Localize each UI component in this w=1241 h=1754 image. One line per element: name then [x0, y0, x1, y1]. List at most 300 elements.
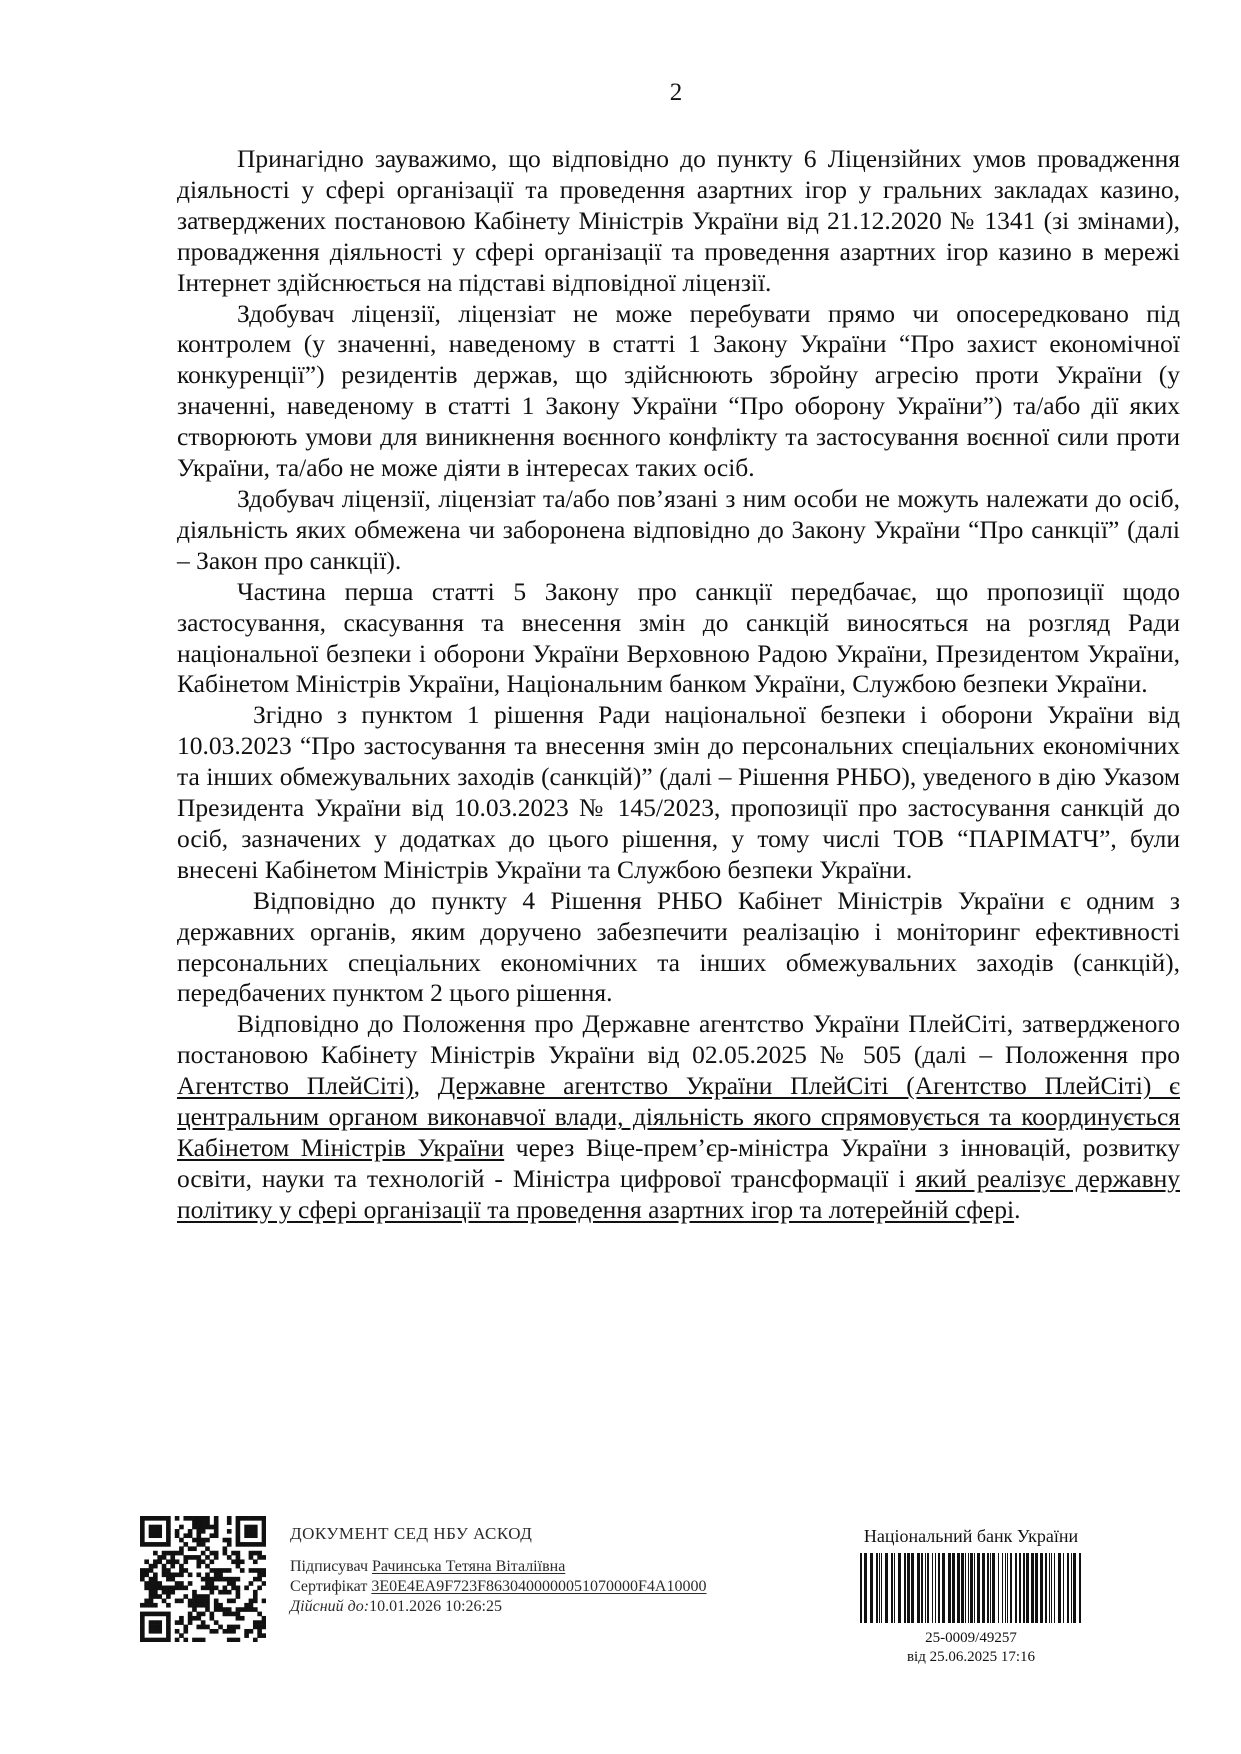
qr-module: [149, 1568, 154, 1573]
qr-module: [257, 1586, 262, 1591]
qr-module: [214, 1555, 219, 1560]
qr-module: [236, 1533, 241, 1538]
qr-module: [183, 1533, 188, 1538]
qr-module: [253, 1551, 258, 1556]
qr-module: [175, 1599, 180, 1604]
qr-module: [236, 1616, 241, 1621]
qr-module: [166, 1568, 171, 1573]
paragraph-text: Принагідно зауважимо, що відповідно до пункту 6 Ліцензійних умов провадження діяльності у сфері організації та проведення азартних ігор у гральних закладах казино, затверджених постановою Кабінету Міністрів України від 21.12.2020 № 1341 (зі змінами), провадження діяльності у сфері організації та проведення азартних ігор казино в мережі Інтернет здійснюється на підставі відповідної ліцензії.: [177, 144, 1180, 297]
qr-module: [183, 1559, 188, 1564]
qr-module: [175, 1620, 180, 1625]
qr-module: [140, 1625, 145, 1630]
barcode-bar: [965, 1553, 966, 1623]
qr-module: [196, 1594, 201, 1599]
qr-module: [179, 1538, 184, 1543]
qr-module: [201, 1594, 206, 1599]
qr-module: [201, 1625, 206, 1630]
qr-module: [262, 1529, 266, 1534]
qr-module: [179, 1633, 184, 1638]
qr-module: [192, 1603, 197, 1608]
qr-module: [140, 1616, 145, 1621]
qr-module: [153, 1590, 158, 1595]
qr-module: [244, 1533, 249, 1538]
qr-module: [253, 1516, 258, 1521]
qr-module: [175, 1533, 180, 1538]
qr-module: [205, 1555, 210, 1560]
qr-module: [236, 1520, 241, 1525]
qr-module: [144, 1603, 149, 1608]
qr-module: [149, 1564, 154, 1569]
barcode-bar: [881, 1553, 882, 1623]
barcode-bar: [952, 1553, 955, 1623]
barcode-bar: [911, 1553, 914, 1623]
signature-stamp: [290, 1523, 810, 1617]
qr-module: [227, 1612, 232, 1617]
qr-module: [218, 1572, 223, 1577]
qr-module: [192, 1525, 197, 1530]
qr-module: [153, 1564, 158, 1569]
barcode-bar: [1007, 1553, 1008, 1623]
qr-module: [210, 1551, 215, 1556]
qr-module: [140, 1603, 145, 1608]
qr-module: [196, 1616, 201, 1621]
qr-module: [140, 1633, 145, 1638]
qr-module: [153, 1638, 158, 1642]
barcode-bar: [1040, 1553, 1043, 1623]
qr-module: [162, 1564, 167, 1569]
qr-module: [166, 1529, 171, 1534]
qr-module: [240, 1516, 245, 1521]
qr-module: [166, 1633, 171, 1638]
qr-module: [205, 1564, 210, 1569]
qr-module: [175, 1529, 180, 1534]
qr-module: [253, 1590, 258, 1595]
qr-module: [210, 1586, 215, 1591]
qr-module: [144, 1568, 149, 1573]
qr-module: [149, 1542, 154, 1547]
qr-module: [140, 1577, 145, 1582]
qr-module: [257, 1612, 262, 1617]
qr-module: [218, 1603, 223, 1608]
qr-module: [175, 1586, 180, 1591]
qr-module: [149, 1638, 154, 1642]
qr-module: [166, 1616, 171, 1621]
qr-module: [149, 1612, 154, 1617]
qr-module: [170, 1564, 175, 1569]
qr-module: [201, 1638, 206, 1642]
qr-module: [196, 1559, 201, 1564]
qr-module: [166, 1516, 171, 1521]
qr-module: [244, 1529, 249, 1534]
qr-module: [192, 1546, 197, 1551]
qr-module: [223, 1546, 228, 1551]
qr-module: [262, 1555, 266, 1560]
qr-module: [210, 1629, 215, 1634]
qr-module: [153, 1629, 158, 1634]
qr-module: [140, 1525, 145, 1530]
qr-module: [231, 1638, 236, 1642]
qr-module: [240, 1542, 245, 1547]
barcode-bar: [987, 1553, 989, 1623]
qr-module: [214, 1629, 219, 1634]
barcode-bar: [1063, 1553, 1064, 1623]
barcode-bar: [974, 1553, 975, 1623]
qr-module: [214, 1572, 219, 1577]
qr-module: [210, 1590, 215, 1595]
qr-module: [166, 1538, 171, 1543]
qr-module: [153, 1572, 158, 1577]
qr-module: [236, 1590, 241, 1595]
qr-module: [179, 1581, 184, 1586]
qr-module: [236, 1542, 241, 1547]
barcode-bar: [1051, 1553, 1052, 1623]
qr-module: [205, 1520, 210, 1525]
qr-module: [257, 1620, 262, 1625]
qr-module: [192, 1538, 197, 1543]
qr-module: [244, 1629, 249, 1634]
qr-module: [210, 1616, 215, 1621]
qr-module: [149, 1516, 154, 1521]
qr-module: [257, 1516, 262, 1521]
qr-module: [218, 1625, 223, 1630]
qr-module: [179, 1586, 184, 1591]
qr-module: [231, 1581, 236, 1586]
qr-module: [253, 1525, 258, 1530]
qr-module: [214, 1620, 219, 1625]
qr-module: [249, 1599, 254, 1604]
barcode-bar: [879, 1553, 880, 1623]
barcode-bar: [894, 1553, 895, 1623]
qr-module: [166, 1525, 171, 1530]
qr-module: [253, 1620, 258, 1625]
qr-module: [253, 1607, 258, 1612]
qr-module: [240, 1568, 245, 1573]
qr-module: [262, 1581, 266, 1586]
qr-module: [196, 1572, 201, 1577]
qr-module: [140, 1516, 145, 1521]
barcode-bar: [935, 1553, 936, 1623]
qr-module: [236, 1594, 241, 1599]
qr-module: [140, 1568, 145, 1573]
paragraph-text: Відповідно до пункту 4 Рішення РНБО Кабінет Міністрів України є одним з державних органів, яким доручено забезпечити реалізацію і моніторинг ефективності персональних спеціальних економічних та інших обмежувальних заходів (санкцій), передбачених пунктом 2 цього рішення.: [177, 885, 1180, 1008]
qr-module: [192, 1555, 197, 1560]
barcode-bar: [1079, 1553, 1081, 1623]
qr-module: [257, 1568, 262, 1573]
qr-module: [262, 1516, 266, 1521]
qr-module: [236, 1516, 241, 1521]
qr-module: [157, 1529, 162, 1534]
qr-module: [170, 1555, 175, 1560]
signer-line: [290, 1557, 810, 1577]
qr-module: [188, 1555, 193, 1560]
qr-module: [205, 1586, 210, 1591]
barcode-bar: [870, 1553, 873, 1623]
qr-module: [157, 1525, 162, 1530]
qr-module: [249, 1533, 254, 1538]
qr-module: [192, 1594, 197, 1599]
qr-module: [227, 1590, 232, 1595]
qr-module: [157, 1620, 162, 1625]
qr-module: [223, 1551, 228, 1556]
qr-module: [244, 1633, 249, 1638]
qr-module: [144, 1581, 149, 1586]
qr-module: [153, 1529, 158, 1534]
barcode-bar: [982, 1553, 985, 1623]
qr-module: [253, 1577, 258, 1582]
qr-module: [244, 1525, 249, 1530]
qr-module: [249, 1516, 254, 1521]
barcode-bar: [957, 1553, 960, 1623]
qr-module: [214, 1603, 219, 1608]
qr-module: [149, 1533, 154, 1538]
qr-module: [249, 1607, 254, 1612]
qr-module: [253, 1533, 258, 1538]
qr-module: [140, 1542, 145, 1547]
qr-module: [231, 1551, 236, 1556]
qr-module: [162, 1638, 167, 1642]
qr-module: [253, 1542, 258, 1547]
qr-module: [249, 1568, 254, 1573]
barcode-bar: [907, 1553, 910, 1623]
qr-module: [227, 1542, 232, 1547]
qr-module: [175, 1638, 180, 1642]
qr-module: [231, 1599, 236, 1604]
qr-module: [196, 1564, 201, 1569]
qr-module: [214, 1599, 219, 1604]
barcode-bar: [891, 1553, 893, 1623]
qr-module: [162, 1516, 167, 1521]
qr-module: [166, 1572, 171, 1577]
barcode-bar: [948, 1553, 951, 1623]
qr-module: [162, 1555, 167, 1560]
qr-module: [183, 1625, 188, 1630]
qr-module: [157, 1625, 162, 1630]
barcode-bar: [998, 1553, 999, 1623]
qr-module: [140, 1629, 145, 1634]
qr-module: [166, 1590, 171, 1595]
qr-module: [257, 1551, 262, 1556]
qr-module: [236, 1525, 241, 1530]
qr-module: [236, 1612, 241, 1617]
registration-number: 25-0009/49257: [925, 1630, 1017, 1646]
paragraph-text: .: [1014, 1194, 1021, 1224]
barcode-bar: [1067, 1553, 1069, 1623]
qr-module: [183, 1555, 188, 1560]
qr-module: [196, 1529, 201, 1534]
underlined-text: Агентство ПлейСіті): [177, 1071, 414, 1101]
qr-module: [210, 1577, 215, 1582]
qr-module: [227, 1555, 232, 1560]
qr-module: [170, 1577, 175, 1582]
barcode-bar: [885, 1553, 888, 1623]
qr-module: [179, 1551, 184, 1556]
qr-module: [149, 1590, 154, 1595]
qr-module: [192, 1599, 197, 1604]
qr-module: [183, 1638, 188, 1642]
qr-module: [192, 1516, 197, 1521]
qr-module: [188, 1612, 193, 1617]
barcode-bar: [968, 1553, 969, 1623]
qr-module: [253, 1529, 258, 1534]
barcode-bar: [942, 1553, 945, 1623]
qr-module: [144, 1638, 149, 1642]
barcode-bar: [1019, 1553, 1021, 1623]
qr-module: [249, 1542, 254, 1547]
qr-module: [231, 1559, 236, 1564]
qr-module: [201, 1599, 206, 1604]
barcode-bar: [1010, 1553, 1012, 1623]
qr-module: [153, 1594, 158, 1599]
qr-module: [231, 1612, 236, 1617]
qr-module: [227, 1577, 232, 1582]
qr-module: [149, 1594, 154, 1599]
qr-module: [201, 1520, 206, 1525]
qr-module: [196, 1555, 201, 1560]
qr-module: [236, 1638, 241, 1642]
qr-module: [166, 1586, 171, 1591]
barcode-bar: [864, 1553, 867, 1623]
qr-module: [157, 1629, 162, 1634]
qr-module: [188, 1603, 193, 1608]
qr-module: [166, 1594, 171, 1599]
qr-module: [249, 1581, 254, 1586]
qr-module: [153, 1542, 158, 1547]
qr-module: [257, 1625, 262, 1630]
qr-module: [262, 1533, 266, 1538]
qr-module: [205, 1525, 210, 1530]
qr-module: [196, 1625, 201, 1630]
certificate-value: 3E0E4EA9F723F8630400000051070000F4A10000: [371, 1578, 707, 1595]
qr-module: [223, 1612, 228, 1617]
qr-module: [144, 1572, 149, 1577]
qr-module: [140, 1520, 145, 1525]
qr-module: [262, 1599, 266, 1604]
barcode-bar: [990, 1553, 991, 1623]
qr-module: [227, 1599, 232, 1604]
qr-module: [249, 1551, 254, 1556]
qr-module: [149, 1629, 154, 1634]
qr-module: [236, 1529, 241, 1534]
qr-module: [205, 1607, 210, 1612]
qr-module: [201, 1586, 206, 1591]
qr-module: [153, 1577, 158, 1582]
qr-module: [262, 1616, 266, 1621]
qr-module: [223, 1577, 228, 1582]
qr-module: [188, 1620, 193, 1625]
qr-module: [162, 1586, 167, 1591]
qr-module: [149, 1586, 154, 1591]
qr-module: [153, 1625, 158, 1630]
qr-module: [231, 1586, 236, 1591]
qr-module: [196, 1599, 201, 1604]
qr-module: [157, 1516, 162, 1521]
qr-module: [244, 1603, 249, 1608]
qr-module: [144, 1516, 149, 1521]
qr-module: [166, 1638, 171, 1642]
qr-module: [179, 1572, 184, 1577]
qr-module: [179, 1599, 184, 1604]
qr-module: [262, 1572, 266, 1577]
qr-module: [262, 1568, 266, 1573]
qr-module: [253, 1638, 258, 1642]
qr-module: [153, 1559, 158, 1564]
qr-module: [192, 1607, 197, 1612]
qr-module: [170, 1559, 175, 1564]
qr-module: [201, 1620, 206, 1625]
qr-module: [153, 1612, 158, 1617]
valid-label: Дійсний до:: [290, 1598, 370, 1615]
barcode-bar: [860, 1553, 862, 1623]
qr-module: [218, 1607, 223, 1612]
barcode-bar: [927, 1553, 929, 1623]
qr-module: [257, 1633, 262, 1638]
qr-module: [162, 1612, 167, 1617]
qr-module: [210, 1559, 215, 1564]
qr-module: [201, 1577, 206, 1582]
qr-module: [166, 1551, 171, 1556]
qr-module: [157, 1542, 162, 1547]
qr-module: [149, 1529, 154, 1534]
qr-module: [196, 1638, 201, 1642]
qr-module: [205, 1603, 210, 1608]
qr-module: [166, 1533, 171, 1538]
paragraph: [177, 700, 1180, 885]
qr-module: [227, 1520, 232, 1525]
paragraph-text: Частина перша статті 5 Закону про санкції передбачає, що пропозиції щодо застосування, скасування та внесення змін до санкцій виносяться на розгляд Ради національної безпеки і оборони України Верховною Радою України, Президентом України, Кабінетом Міністрів України, Національним банком України, Службою безпеки України.: [177, 576, 1180, 699]
certificate-line: [290, 1577, 810, 1597]
qr-module: [201, 1538, 206, 1543]
qr-module: [244, 1516, 249, 1521]
qr-module: [244, 1542, 249, 1547]
barcode-bar: [1005, 1553, 1006, 1623]
qr-module: [188, 1581, 193, 1586]
barcode-bar: [932, 1553, 933, 1623]
qr-module: [240, 1559, 245, 1564]
qr-module: [236, 1625, 241, 1630]
qr-module: [236, 1577, 241, 1582]
qr-module: [201, 1516, 206, 1521]
barcode-bar: [921, 1553, 923, 1623]
qr-module: [183, 1516, 188, 1521]
qr-module: [249, 1555, 254, 1560]
qr-module: [262, 1625, 266, 1630]
bank-name: Національний банк України: [863, 1526, 1079, 1546]
qr-module: [196, 1603, 201, 1608]
qr-module: [183, 1629, 188, 1634]
qr-module: [162, 1599, 167, 1604]
qr-module: [210, 1533, 215, 1538]
qr-module: [240, 1616, 245, 1621]
qr-module: [157, 1559, 162, 1564]
qr-module: [205, 1572, 210, 1577]
qr-module: [240, 1607, 245, 1612]
barcode-icon: [856, 1553, 1086, 1623]
qr-module: [188, 1516, 193, 1521]
qr-module: [153, 1516, 158, 1521]
qr-module: [205, 1538, 210, 1543]
qr-module: [236, 1551, 241, 1556]
qr-module: [157, 1586, 162, 1591]
barcode-bar: [1058, 1553, 1061, 1623]
paragraph: [177, 144, 1180, 299]
qr-module: [162, 1551, 167, 1556]
qr-module: [236, 1607, 241, 1612]
qr-module: [149, 1525, 154, 1530]
qr-module: [166, 1577, 171, 1582]
qr-module: [201, 1525, 206, 1530]
qr-module: [179, 1620, 184, 1625]
qr-module: [149, 1577, 154, 1582]
